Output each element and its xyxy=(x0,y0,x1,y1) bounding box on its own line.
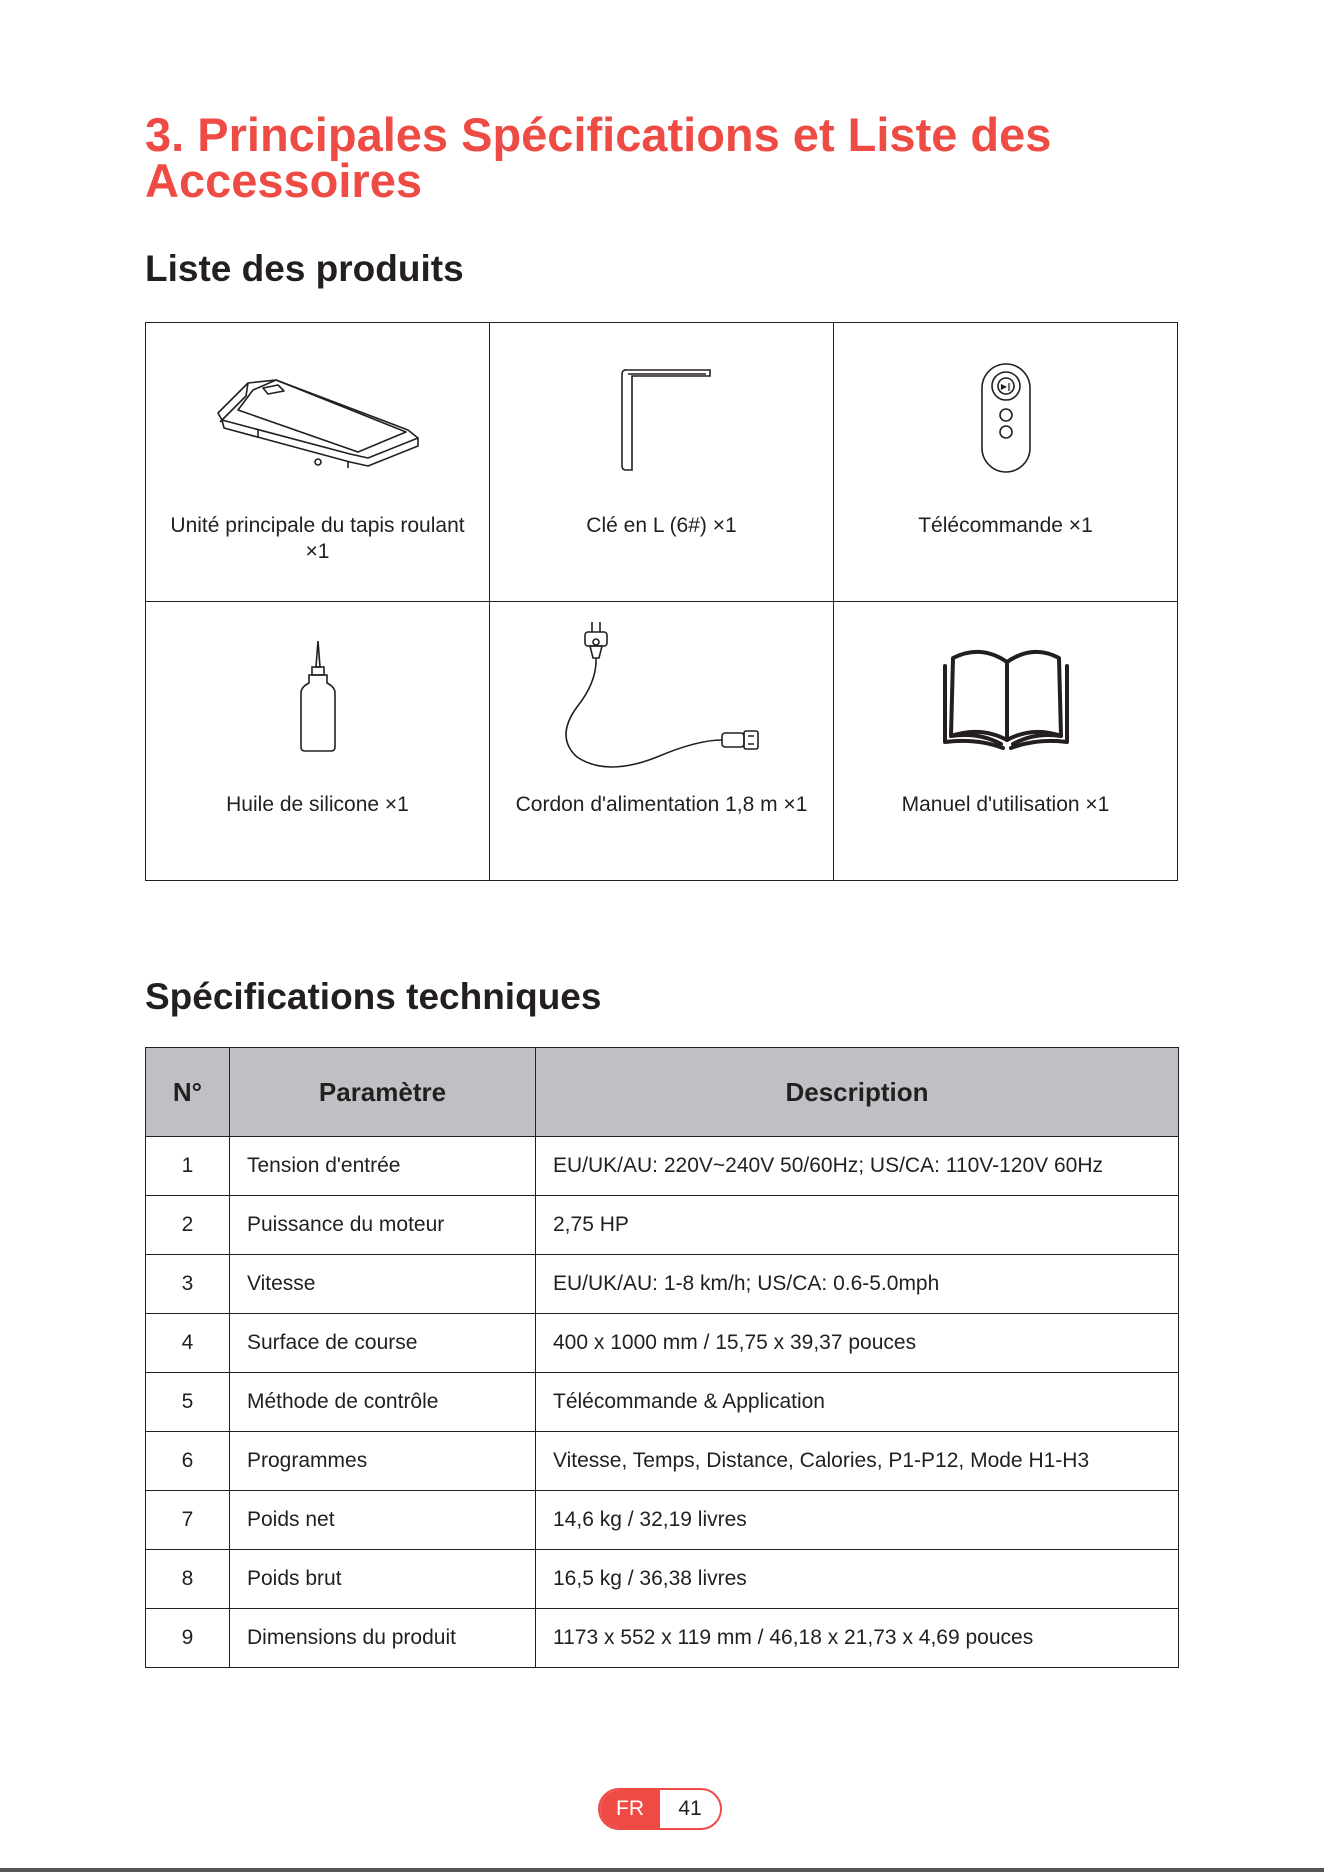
table-row xyxy=(146,1137,1179,1196)
specs-header-row xyxy=(146,1048,1179,1137)
table-row xyxy=(146,1609,1179,1668)
products-heading: Liste des produits xyxy=(145,248,464,289)
product-label: Huile de silicone ×1 xyxy=(226,793,409,816)
oil-bottle-icon xyxy=(293,637,343,757)
products-table xyxy=(145,322,1178,881)
header-description: Description xyxy=(536,1048,1179,1137)
row-parameter: Méthode de contrôle xyxy=(230,1373,536,1432)
bottom-divider xyxy=(0,1868,1324,1872)
product-label: Unité principale du tapis roulant ×1 xyxy=(170,514,465,563)
row-number: 9 xyxy=(146,1609,230,1668)
header-number: N° xyxy=(146,1048,230,1137)
manual-book-icon xyxy=(941,642,1071,752)
row-parameter: Programmes xyxy=(230,1432,536,1491)
page-title: 3. Principales Spécifications et Liste des Accessoires xyxy=(145,108,1052,207)
product-cell xyxy=(834,602,1178,881)
svg-text:▶‖: ▶‖ xyxy=(1000,382,1011,391)
product-label: Manuel d'utilisation ×1 xyxy=(901,793,1110,816)
row-parameter: Tension d'entrée xyxy=(230,1137,536,1196)
table-row xyxy=(146,1550,1179,1609)
row-description: 400 x 1000 mm / 15,75 x 39,37 pouces xyxy=(536,1314,1179,1373)
row-description: Vitesse, Temps, Distance, Calories, P1-P12, Mode H1-H3 xyxy=(536,1432,1179,1491)
product-cell xyxy=(146,323,490,602)
row-number: 4 xyxy=(146,1314,230,1373)
page-number: 41 xyxy=(678,1797,702,1820)
row-description: 2,75 HP xyxy=(536,1196,1179,1255)
specs-heading: Spécifications techniques xyxy=(145,976,602,1017)
row-description: Télécommande & Application xyxy=(536,1373,1179,1432)
row-parameter: Puissance du moteur xyxy=(230,1196,536,1255)
language-label: FR xyxy=(600,1790,660,1828)
page-number-badge xyxy=(598,1788,722,1830)
row-number: 3 xyxy=(146,1255,230,1314)
row-description: 1173 x 552 x 119 mm / 46,18 x 21,73 x 4,69 pouces xyxy=(536,1609,1179,1668)
product-label: Cordon d'alimentation 1,8 m ×1 xyxy=(515,793,808,816)
row-parameter: Surface de course xyxy=(230,1314,536,1373)
table-row xyxy=(146,1314,1179,1373)
header-parameter: Paramètre xyxy=(230,1048,536,1137)
row-parameter: Poids net xyxy=(230,1491,536,1550)
product-cell xyxy=(834,323,1178,602)
row-number: 6 xyxy=(146,1432,230,1491)
specs-table xyxy=(145,1047,1179,1668)
table-row xyxy=(146,1255,1179,1314)
row-description: EU/UK/AU: 1-8 km/h; US/CA: 0.6-5.0mph xyxy=(536,1255,1179,1314)
row-number: 2 xyxy=(146,1196,230,1255)
row-description: EU/UK/AU: 220V~240V 50/60Hz; US/CA: 110V-120V 60Hz xyxy=(536,1137,1179,1196)
product-cell xyxy=(490,602,834,881)
product-label: Clé en L (6#) ×1 xyxy=(586,514,737,537)
row-number: 1 xyxy=(146,1137,230,1196)
power-cord-icon xyxy=(557,612,767,782)
product-label: Télécommande ×1 xyxy=(918,514,1093,537)
row-parameter: Dimensions du produit xyxy=(230,1609,536,1668)
table-row xyxy=(146,1491,1179,1550)
row-parameter: Vitesse xyxy=(230,1255,536,1314)
row-number: 7 xyxy=(146,1491,230,1550)
table-row xyxy=(146,1432,1179,1491)
row-number: 8 xyxy=(146,1550,230,1609)
row-description: 14,6 kg / 32,19 livres xyxy=(536,1491,1179,1550)
table-row xyxy=(146,1196,1179,1255)
row-parameter: Poids brut xyxy=(230,1550,536,1609)
row-number: 5 xyxy=(146,1373,230,1432)
product-cell xyxy=(146,602,490,881)
treadmill-icon xyxy=(208,358,428,478)
table-row xyxy=(146,1373,1179,1432)
product-cell xyxy=(490,323,834,602)
l-key-icon xyxy=(602,358,722,478)
row-description: 16,5 kg / 36,38 livres xyxy=(536,1550,1179,1609)
remote-control-icon xyxy=(976,358,1036,478)
